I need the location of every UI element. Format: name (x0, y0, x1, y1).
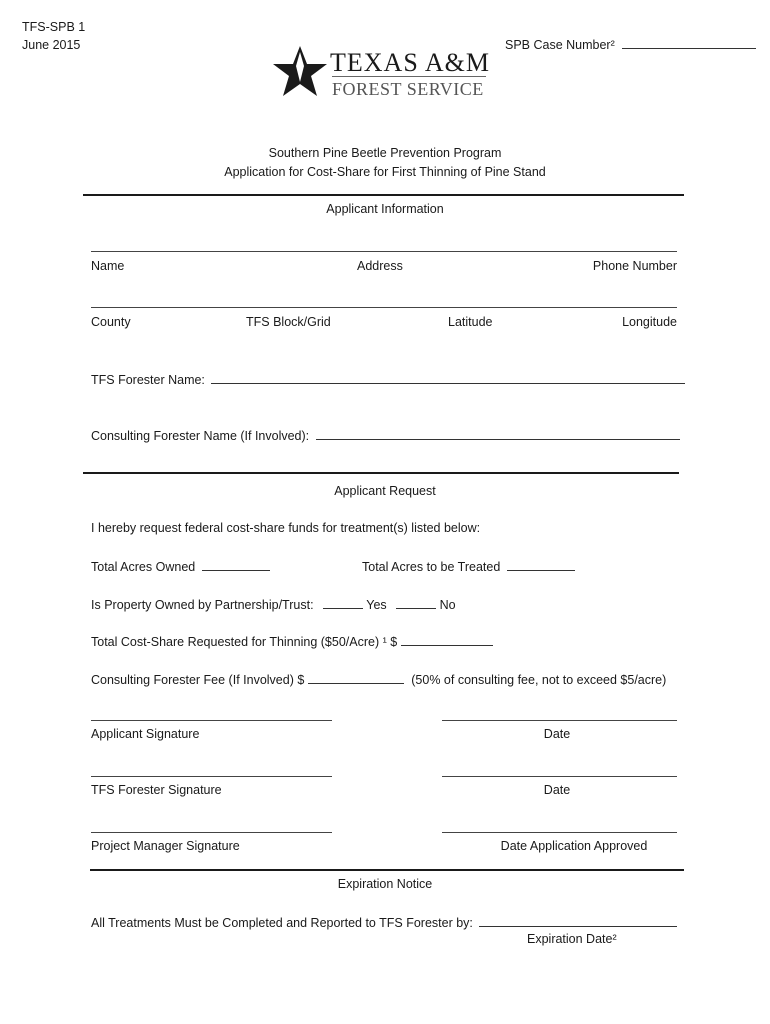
cost-share-field (91, 633, 493, 649)
yes-label: Yes (366, 598, 387, 612)
section-divider (83, 194, 684, 196)
case-number-field (505, 36, 756, 52)
star-icon (270, 44, 330, 100)
forester-date-label: Date (543, 783, 571, 797)
longitude-label: Longitude (622, 315, 677, 329)
consulting-forester-label: Consulting Forester Name (If Involved): (91, 429, 310, 443)
approved-date-label: Date Application Approved (500, 839, 648, 853)
acres-treated-field (362, 558, 575, 574)
county-label: County (91, 315, 131, 329)
county-location-line[interactable] (91, 307, 677, 308)
acres-owned-field (91, 558, 270, 574)
applicant-info-heading: Applicant Information (326, 202, 444, 216)
acres-treated-input[interactable] (507, 558, 575, 571)
expiration-field (91, 914, 677, 930)
partnership-field (91, 596, 456, 612)
consulting-fee-field (91, 671, 666, 687)
form-id: TFS-SPB 1 (22, 20, 86, 34)
forester-name-field (91, 371, 685, 387)
partnership-yes-input[interactable] (323, 596, 363, 609)
logo-line-1: TEXAS A&M (330, 48, 490, 77)
partnership-label: Is Property Owned by Partnership/Trust: (91, 598, 314, 612)
consulting-fee-note: (50% of consulting fee, not to exceed $5/acre) (411, 673, 667, 687)
expiration-date-input[interactable] (479, 914, 677, 927)
applicant-date-label: Date (543, 727, 571, 741)
applicant-request-heading: Applicant Request (334, 484, 436, 498)
cost-share-input[interactable] (401, 633, 493, 646)
forester-name-input[interactable] (211, 371, 685, 384)
texas-am-forest-service-logo (270, 44, 500, 100)
no-label: No (439, 598, 456, 612)
request-intro: I hereby request federal cost-share funds for treatment(s) listed below: (91, 521, 481, 535)
applicant-date-line[interactable] (442, 720, 677, 721)
forester-signature-line[interactable] (91, 776, 332, 777)
manager-signature-line[interactable] (91, 832, 332, 833)
approved-date-line[interactable] (442, 832, 677, 833)
expiration-heading: Expiration Notice (337, 877, 433, 891)
section-divider (83, 472, 679, 474)
name-address-phone-line[interactable] (91, 251, 677, 252)
consulting-fee-label: Consulting Forester Fee (If Involved) $ (91, 673, 305, 687)
consulting-forester-field (91, 427, 680, 443)
logo-line-2: FOREST SERVICE (332, 79, 484, 99)
acres-owned-label: Total Acres Owned (91, 560, 196, 574)
consulting-forester-input[interactable] (316, 427, 680, 440)
form-date: June 2015 (22, 38, 81, 52)
acres-treated-label: Total Acres to be Treated (362, 560, 501, 574)
applicant-signature-line[interactable] (91, 720, 332, 721)
name-label: Name (91, 259, 125, 273)
manager-signature-label: Project Manager Signature (91, 839, 240, 853)
forester-signature-label: TFS Forester Signature (91, 783, 222, 797)
case-number-input[interactable] (622, 36, 756, 49)
consulting-fee-input[interactable] (308, 671, 404, 684)
applicant-signature-label: Applicant Signature (91, 727, 200, 741)
address-label: Address (357, 259, 403, 273)
section-divider (90, 869, 684, 871)
acres-owned-input[interactable] (202, 558, 270, 571)
title-line-2: Application for Cost-Share for First Thinning of Pine Stand (224, 165, 546, 179)
partnership-no-input[interactable] (396, 596, 436, 609)
latitude-label: Latitude (448, 315, 493, 329)
cost-share-label: Total Cost-Share Requested for Thinning ($50/Acre) ¹ $ (91, 635, 398, 649)
phone-label: Phone Number (592, 259, 677, 273)
title-line-1: Southern Pine Beetle Prevention Program (268, 146, 502, 160)
forester-name-label: TFS Forester Name: (91, 373, 205, 387)
expiration-statement: All Treatments Must be Completed and Reported to TFS Forester by: (91, 916, 473, 930)
forester-date-line[interactable] (442, 776, 677, 777)
expiration-date-label: Expiration Date² (527, 932, 617, 946)
block-grid-label: TFS Block/Grid (246, 315, 331, 329)
case-number-label: SPB Case Number² (505, 38, 615, 52)
